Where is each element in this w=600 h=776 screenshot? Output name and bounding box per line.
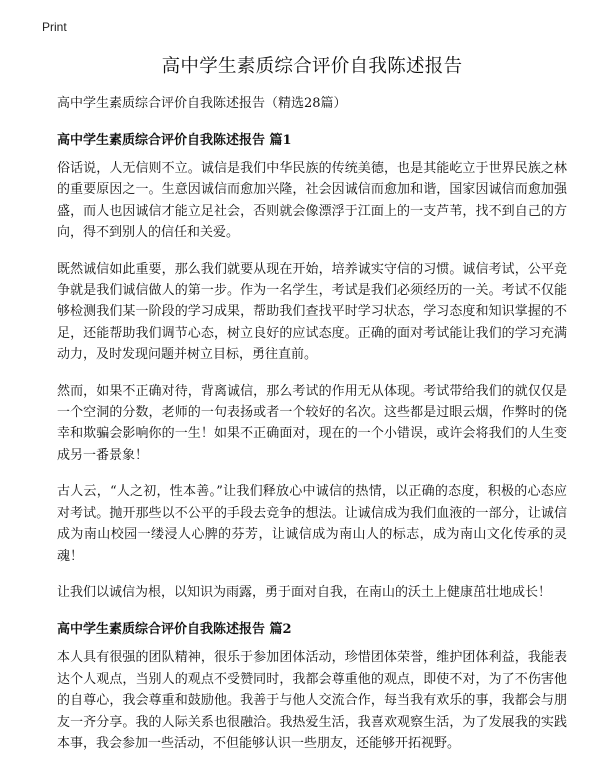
paragraph: 俗话说，人无信则不立。诚信是我们中华民族的传统美德，也是其能屹立于世界民族之林的重要原因之一。生意因诚信而愈加兴隆，社会因诚信而愈加和谐，国家因诚信而愈加强盛，而人也因诚信才能立足社会，否则就会像漂浮于江面上的一支芦苇，找不到自己的方向，得不到别人的信任和关爱。: [57, 161, 567, 241]
paragraph: 本人具有很强的团队精神，很乐于参加团体活动，珍惜团体荣誉，维护团体利益，我能表达个人观点，当别人的观点不受赞同时，我都会尊重他的观点，即使不对，为了不伤害他的自尊心，我会尊重和鼓励他。我善于与他人交流合作，每当我有欢乐的事，我都会与朋友一齐分享。我的人际关系也很融洽。我热爱生活，我喜欢观察生活，为了发展我的实践本事，我会参加一些活动，不但能够认识一些朋友，还能够开拓视野。: [57, 650, 567, 751]
section-2: [57, 618, 567, 754]
section-heading: 高中学生素质综合评价自我陈述报告 篇1: [57, 133, 292, 148]
print-link[interactable]: Print: [42, 20, 67, 34]
section-1: [57, 129, 567, 603]
document-title: 高中学生素质综合评价自我陈述报告: [161, 56, 463, 77]
paragraph: 古人云，“人之初，性本善。”让我们释放心中诚信的热情，以正确的态度，积极的心态应对考试。抛开那些以不公平的手段去竞争的想法。让诚信成为我们血液的一部分，让诚信成为南山校园一缕浸人心脾的芬芳，让诚信成为南山人的标志，成为南山文化传承的灵魂！: [57, 484, 567, 564]
paragraph: 让我们以诚信为根，以知识为雨露，勇于面对自我，在南山的沃土上健康茁壮地成长！: [57, 584, 552, 600]
paragraph: 然而，如果不正确对待，背离诚信，那么考试的作用无从体现。考试带给我们的就仅仅是一个空洞的分数，老师的一句表扬或者一个较好的名次。这些都是过眼云烟，作弊时的侥幸和欺骗会影响你的一生！如果不正确面对，现在的一个小错误，或许会将我们的人生变成另一番景象！: [57, 383, 567, 463]
document-page: [57, 52, 567, 769]
paragraph: 既然诚信如此重要，那么我们就要从现在开始，培养诚实守信的习惯。诚信考试，公平竞争就是我们诚信做人的第一步。作为一名学生，考试是我们必须经历的一关。考试不仅能够检测我们某一阶段的学习成果，帮助我们查找平时学习状态，学习态度和知识掌握的不足，还能帮助我们调节心态，树立良好的应试态度。正确的面对考试能让我们的学习充满动力，及时发现问题并树立目标，勇往直前。: [57, 261, 567, 363]
document-subtitle: 高中学生素质综合评价自我陈述报告（精选28篇）: [57, 96, 347, 111]
section-heading: 高中学生素质综合评价自我陈述报告 篇2: [57, 622, 292, 638]
